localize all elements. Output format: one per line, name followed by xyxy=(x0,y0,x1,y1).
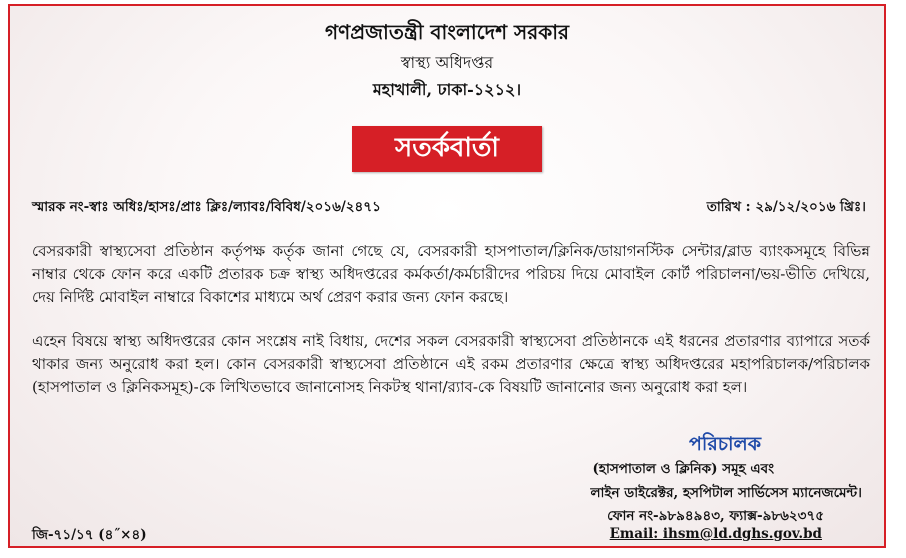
paragraph-1: বেসরকারী স্বাস্থ্যসেবা প্রতিষ্ঠান কর্তৃপক্ষ কর্তৃক জানা গেছে যে, বেসরকারী হাসপাতাল/ক্লিনিক/ডায়াগনস্টিক সেন্টার/ব্লাড ব্যাংকসমূহে বিভিন্ন নাম্বার থেকে ফোন করে একটি প্রতারক চক্র স্বাস্থ্য অধিদপ্তরের কর্মকর্তা/কর্মচারীদের পরিচয় দিয়ে মোবাইল কোর্ট পরিচালনা/ভয়-ভীতি দেখিয়ে, দেয় নির্দিষ্ট মোবাইল নাম্বারে বিকাশের মাধ্যমে অর্থ প্রেরণ করার জন্য ফোন করছে। xyxy=(32,242,870,306)
department-title: স্বাস্থ্য অধিদপ্তর xyxy=(400,53,494,72)
memo-date: তারিখ : ২৯/১২/২০১৬ খ্রিঃ। xyxy=(706,199,866,215)
document-code: জি-৭১/১৭ (৪˝×৪) xyxy=(32,527,147,543)
signatory-line-1: (হাসপাতাল ও ক্লিনিক) সমূহ এবং xyxy=(592,461,774,477)
signatory-line-2: লাইন ডাইরেক্টর, হসপিটাল সার্ভিসেস ম্যানেজমেন্ট। xyxy=(590,485,862,501)
signatory-title: পরিচালক xyxy=(689,433,761,455)
government-title: গণপ্রজাতন্ত্রী বাংলাদেশ সরকার xyxy=(325,20,569,44)
address: মহাখালী, ঢাকা-১২১২। xyxy=(372,80,522,99)
signatory-contact: ফোন নং-৯৮৯৪৯৪৩, ফ্যাক্স-৯৮৬২৩৭৫ xyxy=(607,508,824,524)
notice-frame xyxy=(8,4,886,548)
paragraph-2: এহেন বিষয়ে স্বাস্থ্য অধিদপ্তরের কোন সংশ্লেষ নাই বিধায়, দেশের সকল বেসরকারী স্বাস্থ্যসেবা প্রতিষ্ঠানকে এই ধরনের প্রতারণার ব্যাপারে সতর্ক থাকার জন্য অনুরোধ করা হল। কোন বেসরকারী স্বাস্থ্যসেবা প্রতিষ্ঠানে এই রকম প্রতারণার ক্ষেত্রে স্বাস্থ্য অধিদপ্তরের মহাপরিচালক/পরিচালক (হাসপাতাল ও ক্লিনিকসমূহ)-কে লিখিতভাবে জানানোসহ নিকটস্থ থানা/র‌্যাব-কে বিষয়টি জানানোর জন্য অনুরোধ করা হল। xyxy=(32,332,870,396)
warning-banner: সতর্কবার্তা xyxy=(352,126,542,172)
memo-reference: স্মারক নং-স্বাঃ অধিঃ/হাসঃ/প্রাঃ ক্লিঃ/ল্যাবঃ/বিবিধ/২০১৬/২৪৭১ xyxy=(32,199,381,215)
signatory-email[interactable]: Email: ihsm@ld.dghs.gov.bd xyxy=(609,526,822,542)
